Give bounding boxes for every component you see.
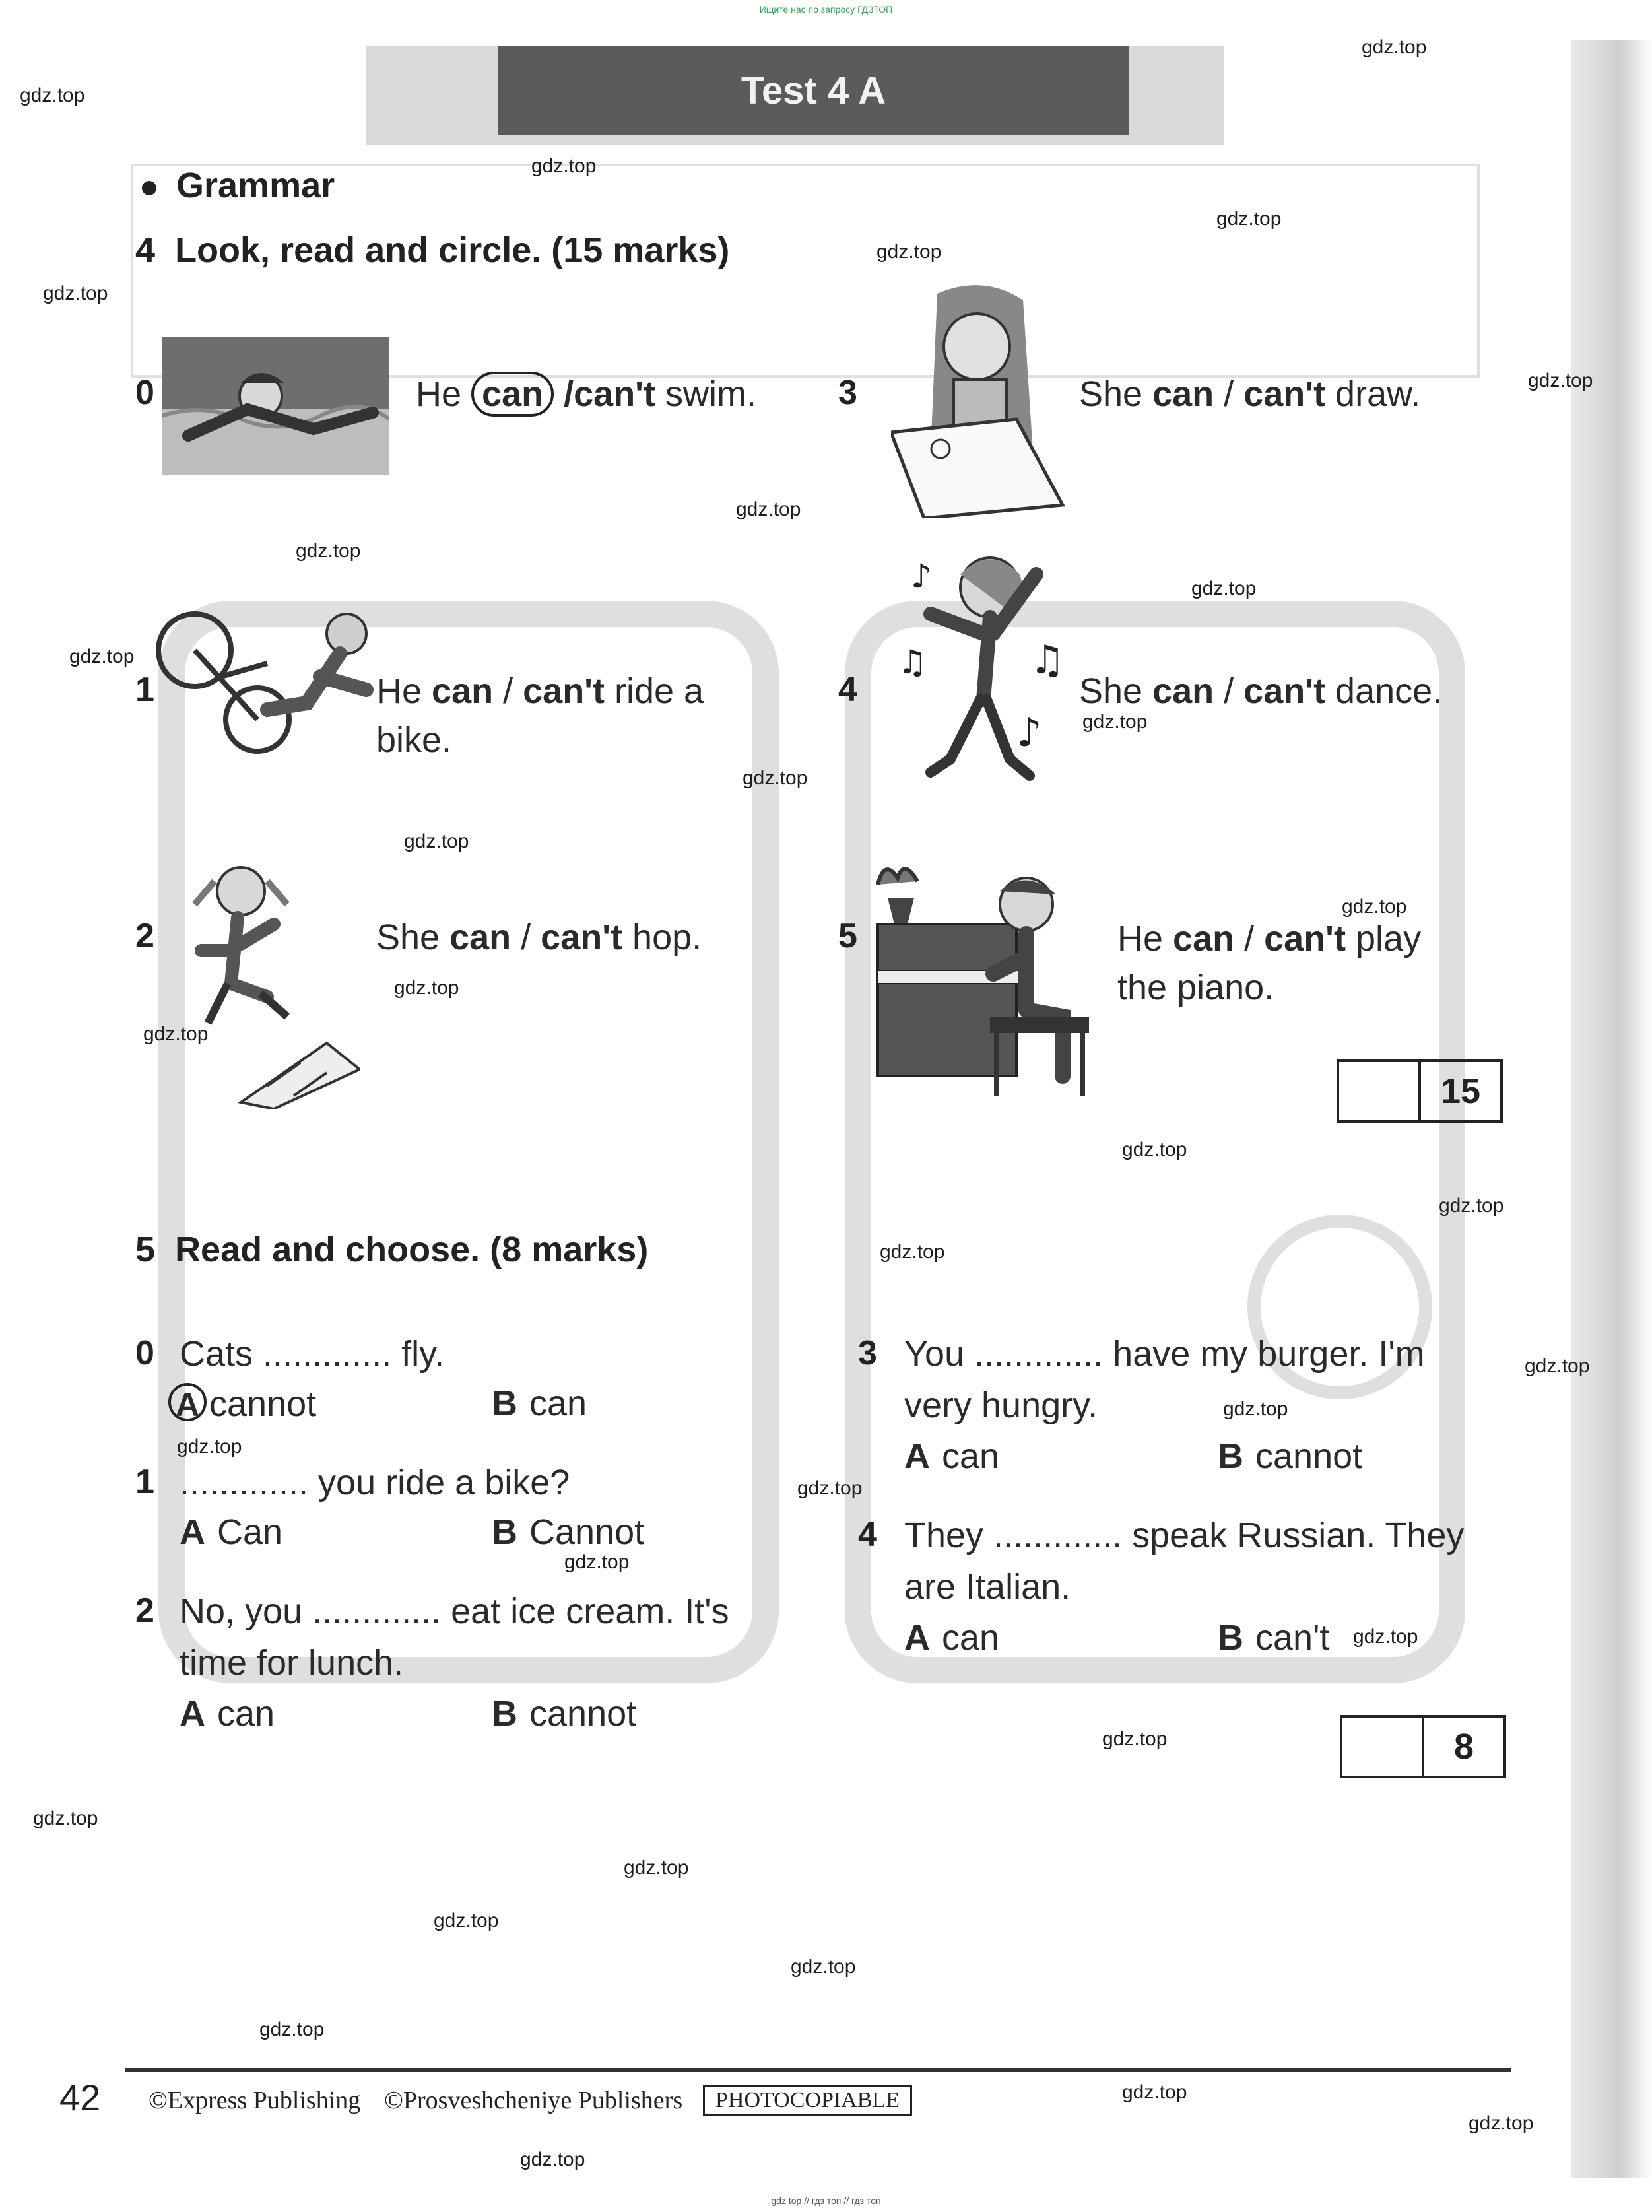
watermark: gdz.top bbox=[434, 1910, 499, 1931]
svg-text:♫: ♫ bbox=[898, 643, 927, 681]
watermark: gdz.top bbox=[880, 1241, 945, 1263]
watermark: gdz.top bbox=[259, 2019, 325, 2040]
ex5-question-1: ............. you ride a bike? bbox=[180, 1463, 570, 1502]
watermark: gdz.top bbox=[564, 1551, 630, 1573]
ex5-4-option-a[interactable]: A can bbox=[904, 1618, 1000, 1658]
ex5-3-option-a[interactable]: A can bbox=[904, 1436, 1000, 1476]
watermark: gdz.top bbox=[1223, 1398, 1288, 1420]
ex5-question-0: Cats ............. fly. bbox=[180, 1334, 445, 1374]
option-can[interactable]: can bbox=[432, 671, 494, 711]
ex4-item-number: 0 bbox=[135, 374, 154, 412]
watermark: gdz.top bbox=[736, 498, 801, 520]
ex4-item-0: He can /can't swim. bbox=[416, 370, 756, 419]
score-input-cell[interactable] bbox=[1342, 1718, 1424, 1776]
score-input-cell[interactable] bbox=[1339, 1062, 1421, 1120]
watermark: gdz.top bbox=[1525, 1355, 1590, 1377]
watermark: gdz.top bbox=[394, 977, 459, 999]
ex5-1-option-b[interactable]: B Cannot bbox=[492, 1512, 645, 1552]
circled-option-letter: A bbox=[168, 1383, 207, 1421]
ex5-item-number: 1 bbox=[135, 1463, 154, 1501]
option-can[interactable]: can bbox=[1152, 671, 1214, 711]
ex5-item-number: 2 bbox=[135, 1592, 154, 1630]
ex5-score-box bbox=[1340, 1715, 1506, 1778]
ex5-2-option-b[interactable]: B cannot bbox=[492, 1694, 637, 1733]
ex4-score-box bbox=[1337, 1059, 1503, 1123]
option-can[interactable]: can bbox=[1173, 919, 1235, 958]
test-title: Test 4 A bbox=[498, 46, 1129, 135]
ex4-item-number: 1 bbox=[135, 671, 154, 709]
ex5-0-option-a: A cannot bbox=[168, 1383, 316, 1424]
hopping-girl-illustration bbox=[188, 852, 360, 1109]
watermark: gdz.top bbox=[296, 540, 361, 562]
watermark: gdz.top bbox=[1469, 2112, 1534, 2134]
option-cant[interactable]: can't bbox=[1243, 374, 1326, 414]
dancing-girl-illustration bbox=[898, 548, 1069, 792]
watermark: gdz.top bbox=[33, 1807, 98, 1829]
watermark: gdz.top bbox=[1082, 711, 1148, 733]
watermark: gdz.top bbox=[624, 1857, 689, 1879]
ex5-item-number: 3 bbox=[858, 1334, 877, 1372]
drawing-girl-illustration bbox=[891, 281, 1069, 518]
watermark: gdz.top bbox=[1353, 1626, 1418, 1648]
watermark: gdz.top bbox=[1342, 896, 1407, 918]
bullet-icon bbox=[142, 181, 156, 195]
ex5-3-option-b[interactable]: B cannot bbox=[1218, 1436, 1363, 1476]
ex5-2-option-a[interactable]: A can bbox=[180, 1694, 275, 1733]
watermark: gdz.top bbox=[1528, 370, 1593, 391]
watermark: gdz.top bbox=[531, 155, 597, 177]
watermark: gdz.top bbox=[20, 84, 85, 106]
swimming-boy-illustration bbox=[162, 337, 389, 475]
photocopiable-stamp: PHOTOCOPIABLE bbox=[703, 2085, 912, 2116]
watermark: gdz.top bbox=[404, 830, 469, 852]
option-can[interactable]: can bbox=[449, 918, 512, 957]
exercise-4-heading: 4 Look, read and circle. (15 marks) bbox=[135, 230, 730, 270]
ex5-1-option-a[interactable]: A Can bbox=[180, 1512, 283, 1552]
piano-boy-illustration bbox=[858, 858, 1096, 1102]
ex5-item-number: 4 bbox=[858, 1516, 877, 1554]
watermark: gdz.top bbox=[1191, 578, 1257, 599]
ex4-item-number: 3 bbox=[838, 374, 857, 412]
svg-text:♪: ♪ bbox=[911, 557, 932, 595]
option-cant[interactable]: can't bbox=[541, 918, 623, 957]
ex4-item-3: She can / can't draw. bbox=[1079, 374, 1421, 414]
option-can[interactable]: can bbox=[1152, 374, 1214, 414]
publisher-credit-1: ©Express Publishing bbox=[149, 2087, 361, 2114]
footer-note: gdz top // гдз топ // гдз топ bbox=[771, 2195, 881, 2206]
ex5-question-2: No, you ............. eat ice cream. It's time for lunch. bbox=[180, 1592, 729, 1683]
exercise-5-heading: 5 Read and choose. (8 marks) bbox=[135, 1230, 649, 1269]
bike-boy-illustration bbox=[149, 604, 386, 756]
ex4-item-1: He can / can't ride a bike. bbox=[376, 671, 704, 760]
ex4-item-5: He can / can't play the piano. bbox=[1117, 919, 1422, 1007]
watermark: gdz.top bbox=[1362, 36, 1427, 58]
watermark: gdz.top bbox=[1122, 1139, 1187, 1160]
section-heading: Grammar bbox=[142, 165, 335, 206]
option-cant[interactable]: can't bbox=[1264, 919, 1346, 958]
watermark: gdz.top bbox=[1122, 2081, 1187, 2103]
watermark: gdz.top bbox=[520, 2149, 585, 2170]
svg-text:♫: ♫ bbox=[1030, 637, 1065, 683]
watermark: gdz.top bbox=[143, 1023, 209, 1045]
publisher-credit-2: ©Prosveshcheniye Publishers bbox=[384, 2087, 683, 2114]
page-number: 42 bbox=[59, 2077, 101, 2118]
watermark: gdz.top bbox=[177, 1436, 242, 1458]
footer-divider bbox=[125, 2068, 1511, 2072]
ex4-item-number: 5 bbox=[838, 917, 857, 955]
ex5-item-number: 0 bbox=[135, 1334, 154, 1372]
watermark: gdz.top bbox=[1102, 1728, 1168, 1750]
ex4-item-2: She can / can't hop. bbox=[376, 918, 702, 957]
page-edge-shadow bbox=[1571, 40, 1652, 2178]
ex4-item-4: She can / can't dance. bbox=[1079, 671, 1443, 711]
ex5-0-option-b[interactable]: B can bbox=[492, 1384, 587, 1423]
watermark: gdz.top bbox=[791, 1956, 856, 1978]
watermark: gdz.top bbox=[797, 1477, 863, 1499]
ex4-item-number: 4 bbox=[838, 671, 857, 709]
option-cant[interactable]: can't bbox=[1243, 671, 1326, 711]
max-score: 8 bbox=[1453, 1727, 1474, 1766]
watermark: gdz.top bbox=[1439, 1195, 1504, 1217]
max-score: 15 bbox=[1440, 1071, 1481, 1111]
ex5-4-option-b[interactable]: B can't bbox=[1218, 1618, 1330, 1658]
ex5-question-3: You ............. have my burger. I'm very hungry. bbox=[904, 1334, 1425, 1425]
watermark: gdz.top bbox=[743, 767, 808, 789]
watermark: gdz.top bbox=[876, 241, 942, 263]
option-cant[interactable]: can't bbox=[523, 671, 605, 711]
ex5-question-4: They ............. speak Russian. They are Italian. bbox=[904, 1516, 1465, 1607]
circled-answer: can bbox=[471, 372, 554, 417]
header-note: Ищите нас по запросу ГДЗТОП bbox=[759, 4, 893, 15]
watermark: gdz.top bbox=[1216, 208, 1282, 230]
ex4-item-number: 2 bbox=[135, 917, 154, 955]
svg-text:♪: ♪ bbox=[1016, 710, 1042, 756]
watermark: gdz.top bbox=[43, 283, 108, 304]
watermark: gdz.top bbox=[69, 646, 135, 667]
